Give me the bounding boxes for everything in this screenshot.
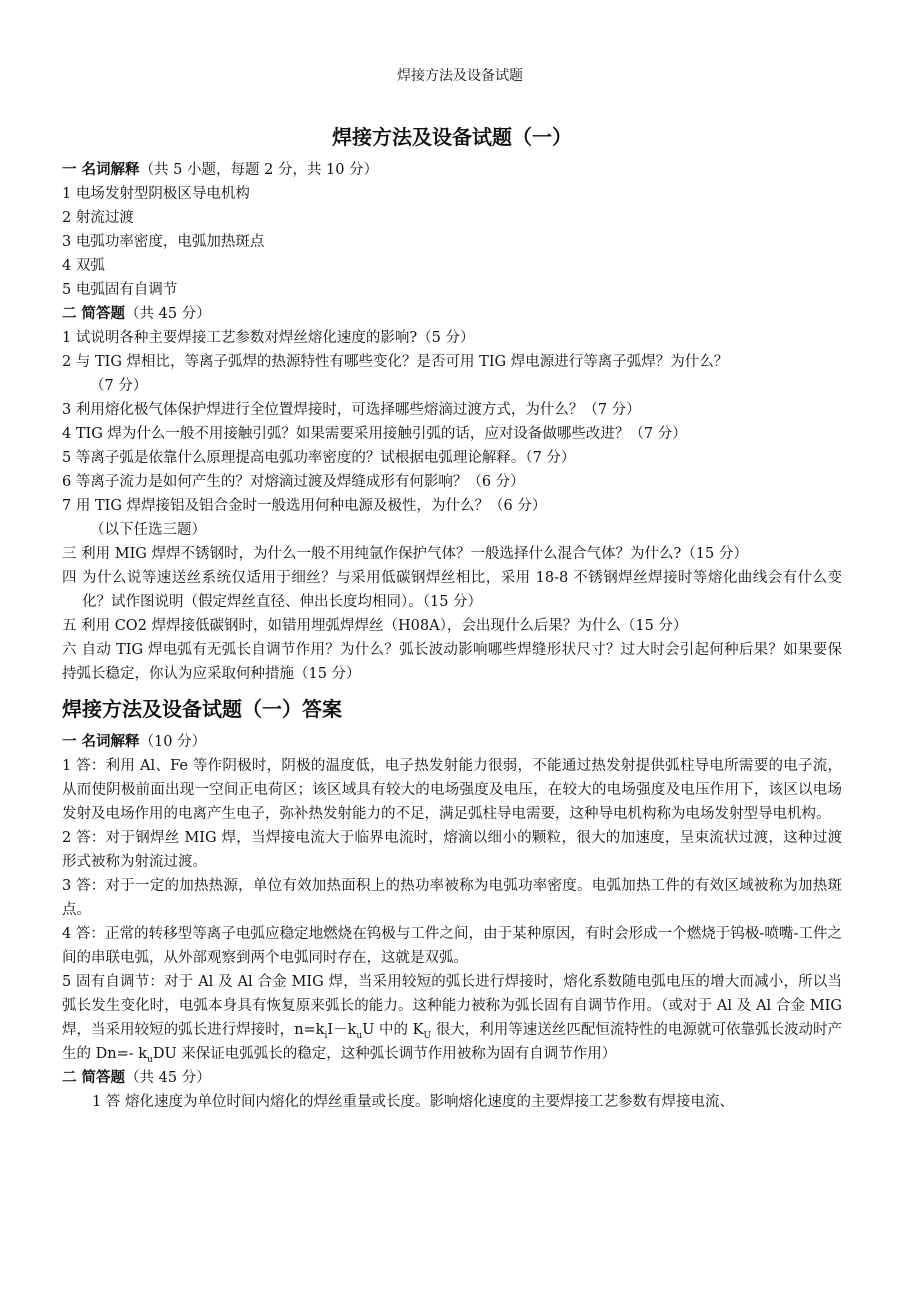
document-body	[62, 120, 842, 1114]
term-3: 3 电弧功率密度，电弧加热斑点	[62, 234, 265, 250]
answers-section-1-label: 一 名词解释	[62, 733, 140, 750]
answers-section-2-note: （共 45 分）	[125, 1070, 211, 1086]
term-1: 1 电场发射型阴极区导电机构	[62, 186, 250, 202]
running-header: 焊接方法及设备试题	[397, 68, 523, 84]
answer-3: 3 答：对于一定的加热热源，单位有效加热面积上的热功率被称为电弧功率密度。电弧加热工件的有效区域被称为加热斑点。	[62, 878, 842, 918]
term-2: 2 射流过渡	[62, 210, 134, 226]
answer-5	[62, 970, 842, 1066]
question-2-points: （7 分）	[90, 378, 148, 394]
section-2-note: （共 45 分）	[125, 306, 211, 322]
section-1-note: （共 5 小题，每题 2 分，共 10 分）	[139, 162, 379, 178]
answers-section-2-heading	[62, 1066, 842, 1090]
answer-2: 2 答：对于钢焊丝 MIG 焊，当焊接电流大于临界电流时，熔滴以细小的颗粒，很大的加速度，呈束流状过渡，这种过渡形式被称为射流过渡。	[62, 830, 842, 870]
formula-part-2: I－k	[327, 1022, 357, 1038]
question-six: 六 自动 TIG 焊电弧有无弧长自调节作用？为什么？弧长波动影响哪些焊缝形状尺寸？过大时会引起何种后果？如果要保持弧长稳定，你认为应采取何种措施（15 分）	[62, 642, 842, 682]
question-5: 5 等离子弧是依靠什么原理提高电弧功率密度的？试根据电弧理论解释。（7 分）	[62, 450, 576, 466]
answers-section-1-note: （10 分）	[139, 734, 207, 750]
formula-sub-U: U	[423, 1030, 432, 1041]
question-4: 4 TIG 焊为什么一般不用接触引弧？如果需要采用接触引弧的话，应对设备做哪些改进？（7 分）	[62, 426, 687, 442]
question-four: 四 为什么说等速送丝系统仅适用于细丝？与采用低碳钢焊丝相比，采用 18-8 不锈钢焊丝焊接时等熔化曲线会有什么变化？试作图说明（假定焊丝直径、伸出长度均相同）。（15 分）	[62, 570, 842, 610]
formula-part-1: n=k	[294, 1022, 325, 1038]
question-2: 2 与 TIG 焊相比，等离子弧焊的热源特性有哪些变化？是否可用 TIG 焊电源进行等离子弧焊？为什么？	[62, 354, 729, 370]
question-1: 1 试说明各种主要焊接工艺参数对焊丝熔化速度的影响?（5 分）	[62, 330, 475, 346]
formula-sub-u2: u	[147, 1054, 153, 1065]
formula-sub-i: i	[324, 1030, 328, 1041]
section-1-heading	[62, 158, 842, 182]
question-3: 3 利用熔化极气体保护焊进行全位置焊接时，可选择哪些熔滴过渡方式，为什么？（7 分）	[62, 402, 641, 418]
section-2-heading	[62, 302, 842, 326]
formula-sub-u: u	[356, 1030, 363, 1041]
choose-three-note: （以下任选三题）	[90, 522, 206, 538]
section-1-label: 一 名词解释	[62, 161, 140, 178]
answers-title: 焊接方法及设备试题（一）答案	[62, 697, 342, 721]
answer-b1: 1 答 熔化速度为单位时间内熔化的焊丝重量或长度。影响熔化速度的主要焊接工艺参数有焊接电流、	[92, 1094, 734, 1110]
term-4: 4 双弧	[62, 258, 105, 274]
answers-section-2-label: 二 简答题	[62, 1069, 126, 1086]
answer-5-part-3: DU 来保证电弧弧长的稳定，这种弧长调节作用被称为固有自调节作用）	[152, 1046, 617, 1062]
answer-4: 4 答：正常的转移型等离子电弧应稳定地燃烧在钨极与工件之间，由于某种原因，有时会形成一个燃烧于钨极-喷嘴-工件之间的串联电弧，从外部观察到两个电弧同时存在，这就是双弧。	[62, 926, 842, 966]
question-7: 7 用 TIG 焊焊接铝及铝合金时一般选用何种电源及极性，为什么？（6 分）	[62, 498, 547, 514]
section-2-label: 二 简答题	[62, 305, 126, 322]
answers-section-1-heading	[62, 730, 842, 754]
formula-part-3: U 中的 K	[362, 1022, 424, 1038]
term-5: 5 电弧固有自调节	[62, 282, 178, 298]
exam-title: 焊接方法及设备试题（一）	[332, 125, 572, 149]
question-five: 五 利用 CO2 焊焊接低碳钢时，如错用埋弧焊焊丝（H08A），会出现什么后果？为什么（15 分）	[62, 618, 688, 634]
question-6: 6 等离子流力是如何产生的？对熔滴过渡及焊缝成形有何影响？（6 分）	[62, 474, 525, 490]
answer-1: 1 答：利用 Al、Fe 等作阴极时，阴极的温度低，电子热发射能力很弱，不能通过热发射提供弧柱导电所需要的电子流，从而使阴极前面出现一空间正电荷区；该区域具有较大的电场强度及电压，在较大的电场强度及电压作用下，该区以电场发射及电场作用的电离产生电子，弥补热发射能力的不足，满足弧柱导电需要，这种导电机构称为电场发射型导电机构。	[62, 758, 842, 822]
answer-5-part-1: 5 固有自调节：对于 Al 及 Al 合金 MIG 焊，当采用较短的弧长进行焊接时，熔化系数随电弧电压的增大而减小，所以当弧长发生变化时，电弧本身具有恢复原来弧长的能力。这种能力被称为弧长固有自调节作用。（或对于 Al 及 Al 合金 MIG 焊，当采用较短的弧长进行焊接时，	[62, 974, 842, 1038]
answer-5-part-2: 很大，利用等速送丝匹配恒流特性的电源就可依靠弧长波动时产生的 Dn=- k	[62, 1022, 843, 1062]
question-three: 三 利用 MIG 焊焊不锈钢时，为什么一般不用纯氩作保护气体？一般选择什么混合气体？为什么?（15 分）	[62, 546, 748, 562]
